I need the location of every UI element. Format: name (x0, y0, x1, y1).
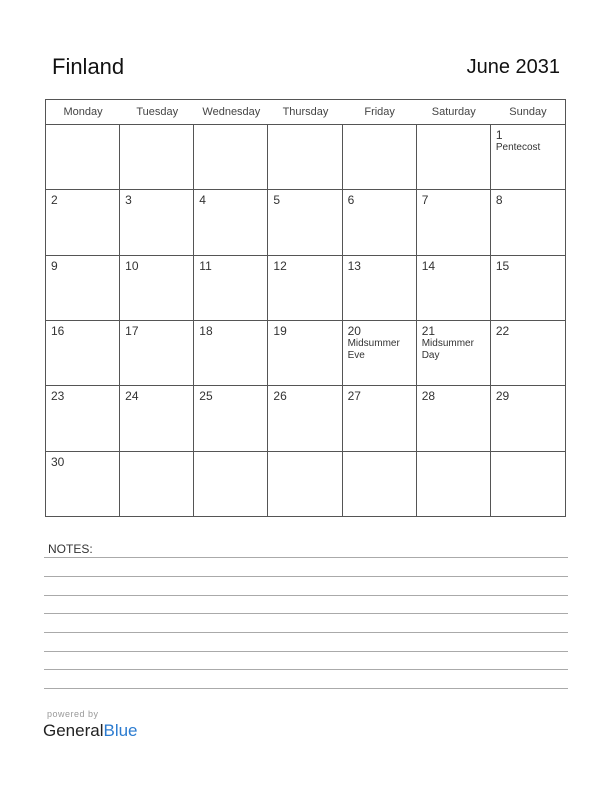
day-number: 19 (273, 324, 287, 338)
day-number: 24 (125, 389, 139, 404)
day-cell[interactable] (491, 125, 565, 190)
day-number: 13 (347, 258, 361, 273)
day-cell[interactable] (120, 321, 194, 386)
notes-line (44, 688, 568, 689)
weekday-header (46, 100, 565, 125)
day-number: 6 (347, 193, 355, 208)
day-cell[interactable] (417, 125, 491, 190)
day-number: 5 (273, 193, 281, 208)
weekday-friday: Friday (364, 106, 395, 118)
day-cell[interactable] (417, 452, 491, 517)
notes-line (44, 651, 568, 652)
day-cell[interactable] (491, 256, 565, 321)
notes-line (44, 669, 568, 670)
day-cell[interactable] (417, 256, 491, 321)
day-number: 12 (273, 258, 287, 273)
brand-blue: Blue (103, 721, 138, 740)
day-cell[interactable] (194, 452, 268, 517)
day-cell[interactable] (491, 386, 565, 451)
holiday-label: Midsummer Eve (347, 338, 400, 361)
day-cell[interactable] (46, 386, 120, 451)
day-cell[interactable] (343, 256, 417, 321)
day-cell[interactable] (46, 190, 120, 255)
day-cell[interactable] (46, 321, 120, 386)
day-cell[interactable] (417, 190, 491, 255)
holiday-label: Midsummer Day (421, 338, 474, 361)
day-number: 23 (51, 389, 65, 404)
day-cell[interactable] (120, 386, 194, 451)
day-number: 20 (347, 324, 361, 338)
weekday-tuesday: Tuesday (136, 106, 179, 118)
day-cell[interactable] (268, 190, 342, 255)
day-grid (46, 125, 565, 517)
notes-line (44, 595, 568, 596)
day-number: 9 (51, 258, 58, 273)
day-cell[interactable] (194, 125, 268, 190)
day-number: 30 (51, 454, 65, 469)
day-cell[interactable] (194, 386, 268, 451)
weekday-sunday: Sunday (509, 106, 547, 118)
day-number: 22 (495, 324, 510, 338)
day-number: 21 (421, 324, 436, 338)
day-cell[interactable] (194, 190, 268, 255)
day-number: 16 (51, 324, 65, 338)
day-number: 7 (421, 193, 429, 208)
weekday-monday: Monday (63, 106, 103, 118)
day-number: 18 (199, 324, 213, 338)
day-cell[interactable] (120, 125, 194, 190)
notes-line (44, 632, 568, 633)
day-number: 14 (421, 258, 436, 273)
brand-logo[interactable] (43, 721, 138, 741)
notes-line (44, 613, 568, 614)
day-number: 3 (125, 193, 132, 208)
day-number: 27 (347, 389, 361, 404)
day-number: 1 (495, 128, 503, 142)
weekday-thursday: Thursday (282, 106, 329, 118)
day-cell[interactable] (120, 452, 194, 517)
day-number: 10 (125, 258, 139, 273)
day-cell[interactable] (343, 125, 417, 190)
day-number: 26 (273, 389, 287, 404)
day-cell[interactable] (268, 321, 342, 386)
brand-general: General (43, 721, 104, 740)
notes-line (44, 557, 568, 558)
day-number: 29 (495, 389, 510, 404)
holiday-label: Pentecost (495, 142, 541, 153)
day-cell[interactable] (417, 321, 491, 386)
day-cell[interactable] (343, 386, 417, 451)
day-number: 8 (495, 193, 503, 208)
powered-by-text: powered by (47, 709, 99, 719)
day-number: 25 (199, 389, 213, 404)
day-number: 17 (125, 324, 139, 338)
day-cell[interactable] (417, 386, 491, 451)
day-cell[interactable] (194, 321, 268, 386)
calendar-grid (45, 99, 566, 517)
day-number: 28 (421, 389, 436, 404)
day-number: 15 (495, 258, 510, 273)
day-cell[interactable] (194, 256, 268, 321)
day-cell[interactable] (491, 190, 565, 255)
notes-label: NOTES: (48, 542, 93, 556)
day-cell[interactable] (268, 125, 342, 190)
day-cell[interactable] (343, 321, 417, 386)
notes-line (44, 576, 568, 577)
calendar-month: June 2031 (466, 56, 560, 78)
day-cell[interactable] (46, 256, 120, 321)
day-cell[interactable] (46, 452, 120, 517)
day-cell[interactable] (491, 321, 565, 386)
day-cell[interactable] (343, 190, 417, 255)
day-number: 2 (51, 193, 58, 208)
day-cell[interactable] (268, 256, 342, 321)
calendar-country: Finland (52, 54, 125, 79)
weekday-wednesday: Wednesday (202, 106, 261, 118)
day-cell[interactable] (268, 386, 342, 451)
day-number: 4 (199, 193, 206, 208)
day-cell[interactable] (120, 190, 194, 255)
day-cell[interactable] (268, 452, 342, 517)
day-cell[interactable] (491, 452, 565, 517)
weekday-saturday: Saturday (431, 106, 476, 118)
day-cell[interactable] (46, 125, 120, 190)
day-number: 11 (199, 258, 212, 273)
day-cell[interactable] (343, 452, 417, 517)
day-cell[interactable] (120, 256, 194, 321)
